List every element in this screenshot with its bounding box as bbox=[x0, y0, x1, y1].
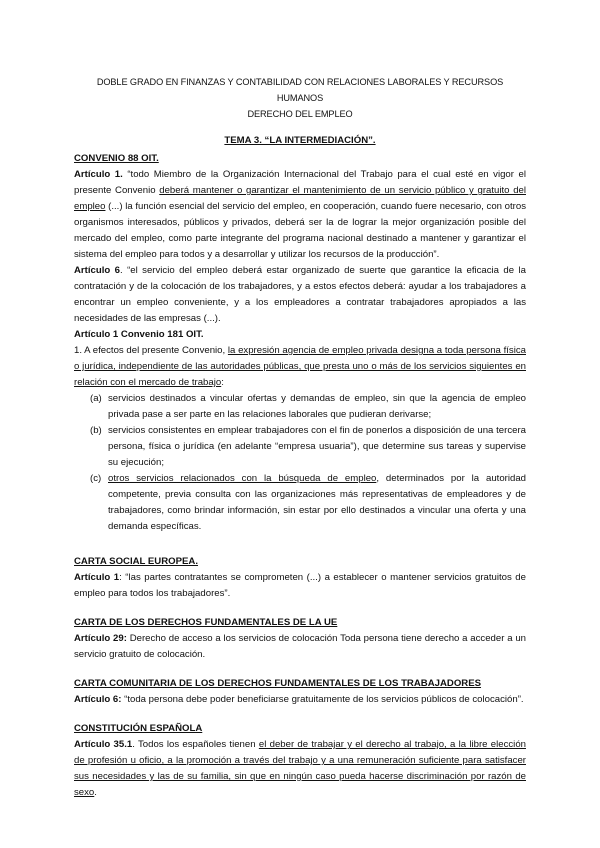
section-carta-ue-title: CARTA DE LOS DERECHOS FUNDAMENTALES DE LA UE bbox=[74, 617, 338, 628]
services-list bbox=[74, 391, 526, 535]
list-item: (c) otros servicios relacionados con la búsqueda de empleo, determinados por la autoridad competente, previa consulta con las organizaciones más representativas de empleadores y de trabajadores, como brindar información, sin estar por ello destinados a vincular una oferta y una demanda específicas. bbox=[74, 471, 526, 535]
list-marker: (b) bbox=[90, 425, 102, 436]
convenio-181-paragraph: 1. A efectos del presente Convenio, la expresión agencia de empleo privada designa a toda persona física o jurídica, independiente de las autoridades públicas, que presta uno o más de los servicios siguientes en relación con el mercado de trabajo: bbox=[74, 345, 526, 388]
header-degree: DOBLE GRADO EN FINANZAS Y CONTABILIDAD CON RELACIONES LABORALES Y RECURSOS HUMANOS bbox=[96, 77, 504, 103]
list-item: (a) servicios destinados a vincular ofertas y demandas de empleo, sin que la agencia de empleo privada pase a ser parte en las relaciones laborales que pudieran derivarse; bbox=[74, 391, 526, 423]
article-label: Artículo 1. bbox=[74, 169, 123, 180]
carta-ue-article-29: Artículo 29: Derecho de acceso a los servicios de colocación Toda persona tiene derecho a acceder a un servicio gratuito de colocación. bbox=[74, 633, 526, 660]
list-marker: (a) bbox=[90, 393, 102, 404]
document-header bbox=[74, 74, 526, 122]
section-carta-social-title: CARTA SOCIAL EUROPEA. bbox=[74, 556, 199, 567]
article-label: Artículo 1 bbox=[74, 572, 120, 583]
article-label: Artículo 29: bbox=[74, 633, 127, 644]
article-label: Artículo 35.1 bbox=[74, 739, 133, 750]
list-item: (b) servicios consistentes en emplear trabajadores con el fin de ponerlos a disposición de una tercera persona, física o jurídica (en adelante “empresa usuaria”), que determine sus tareas y supervise su ejecución; bbox=[74, 423, 526, 471]
constitucion-article-35: Artículo 35.1. Todos los españoles tienen el deber de trabajar y el derecho al trabajo, a la libre elección de profesión u oficio, a la promoción a través del trabajo y a una remuneración suficiente para satisfacer sus necesidades y las de su familia, sin que en ningún caso pueda hacerse discriminación por razón de sexo. bbox=[74, 739, 526, 798]
article-label: Artículo 6 bbox=[74, 265, 120, 276]
header-subject: DERECHO DEL EMPLEO bbox=[247, 109, 353, 119]
topic-title: TEMA 3. “LA INTERMEDIACIÓN”. bbox=[224, 135, 376, 146]
convenio-88-article-1: Artículo 1. “todo Miembro de la Organización Internacional del Trabajo para el cual esté en vigor el presente Convenio deberá mantener o garantizar el mantenimiento de un servicio público y gratuito del empleo (...) la función esencial del servicio del empleo, en cooperación, cuando fuere necesario, con otros organismos interesados, públicos y privados, deberá ser la de lograr la mejor organización posible del mercado del empleo, como parte integrante del programa nacional destinado a mantener y garantizar el sistema del empleo para todos y a desarrollar y utilizar los recursos de la producción”. bbox=[74, 169, 526, 260]
convenio-88-article-6: Artículo 6. “el servicio del empleo deberá estar organizado de suerte que garantice la eficacia de la contratación y de la colocación de los trabajadores, y a estos efectos deberá: ayudar a los trabajadores a encontrar un empleo conveniente, y a los empleadores a contratar trabajadores apropiados a las necesidades de las empresas (...). bbox=[74, 265, 526, 324]
section-carta-comunitaria-title: CARTA COMUNITARIA DE LOS DERECHOS FUNDAMENTALES DE LOS TRABAJADORES bbox=[74, 678, 482, 689]
list-marker: (c) bbox=[90, 473, 102, 484]
section-convenio-88-title: CONVENIO 88 OIT. bbox=[74, 153, 159, 164]
carta-social-article-1: Artículo 1: “las partes contratantes se comprometen (...) a establecer o mantener servicios gratuitos de empleo para todos los trabajadores”. bbox=[74, 572, 526, 599]
article-label: Artículo 6: bbox=[74, 694, 122, 705]
section-convenio-181-title: Artículo 1 Convenio 181 OIT. bbox=[74, 329, 204, 340]
section-constitucion-title: CONSTITUCIÓN ESPAÑOLA bbox=[74, 723, 203, 734]
carta-comunitaria-article-6: Artículo 6: “toda persona debe poder beneficiarse gratuitamente de los servicios públicos de colocación”. bbox=[74, 694, 524, 705]
